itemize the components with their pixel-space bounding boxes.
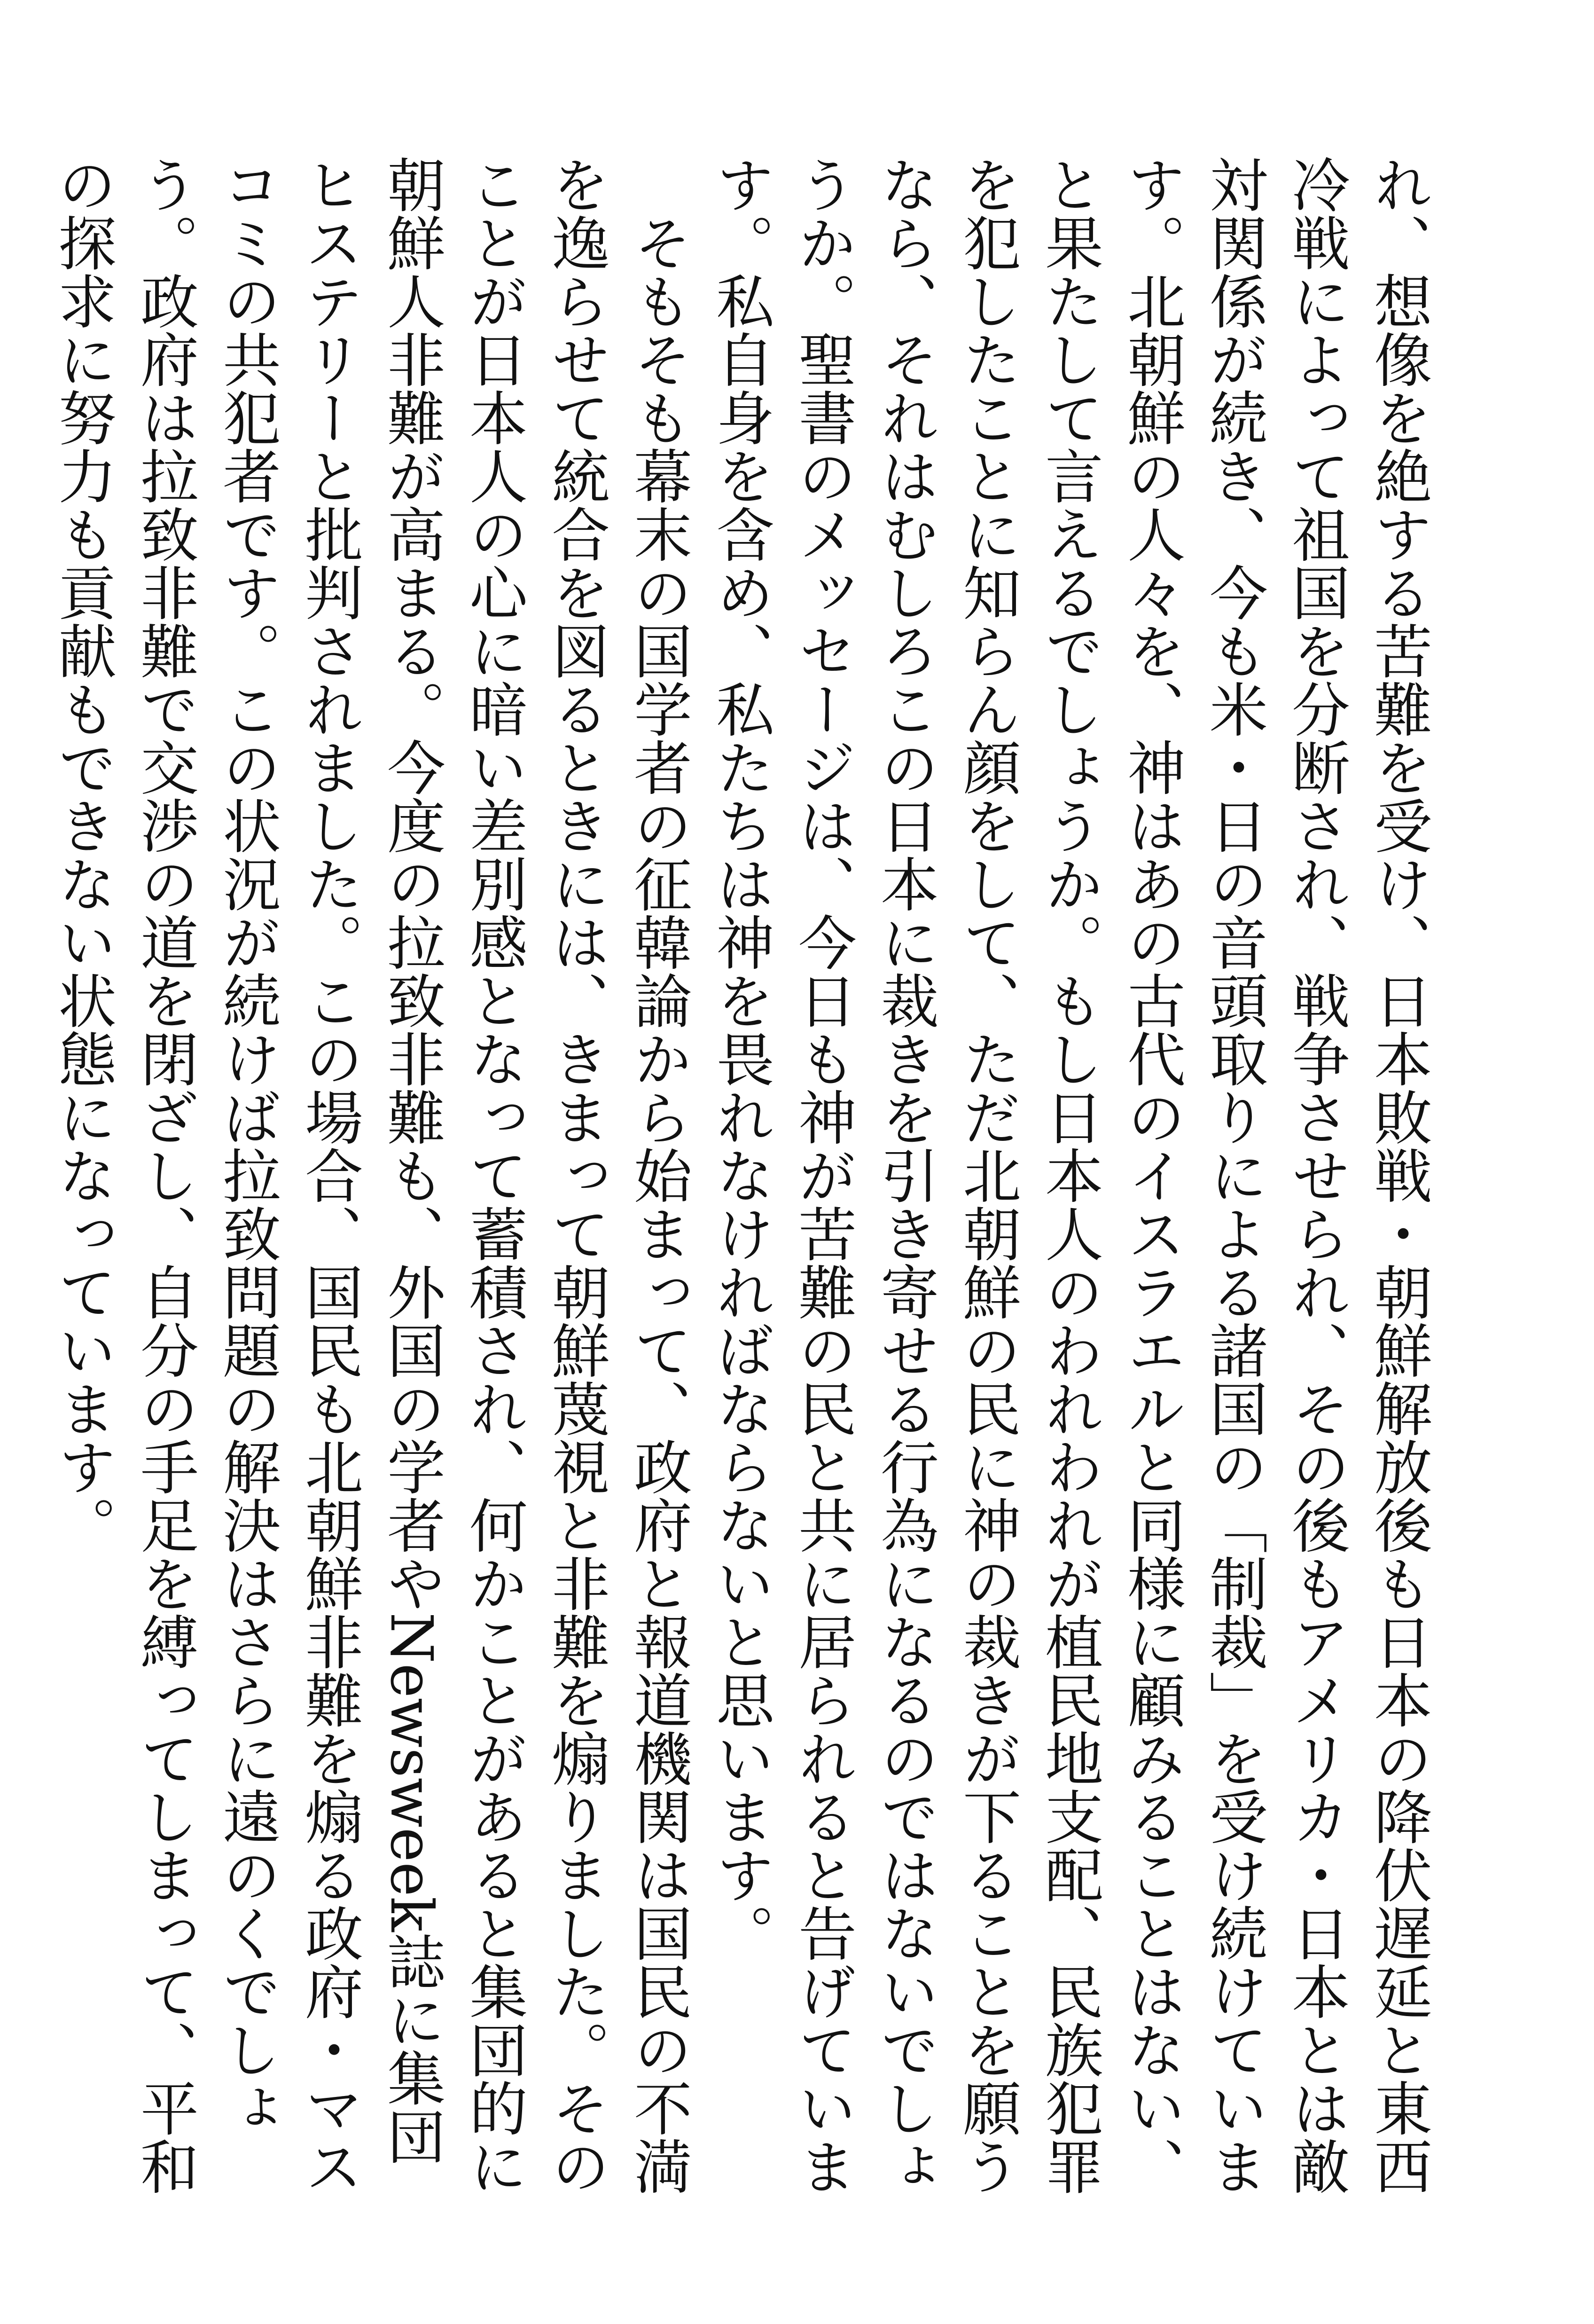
vertical-text-body <box>48 155 1439 2214</box>
paragraph-1: れ、想像を絶する苦難を受け、日本敗戦・朝鮮解放後も日本の降伏遅延と東西冷戦によって祖国を分断され、戦争させられ、その後もアメリカ・日本とは敵対関係が続き、今も米・日の音頭取りによる諸国の「制裁」を受け続けています。北朝鮮の人々を、神はあの古代のイスラエルと同様に顧みることはない、と果たして言えるでしょうか。もし日本人のわれわれが植民地支配、民族犯罪を犯したことに知らん顔をして、ただ北朝鮮の民に神の裁きが下ることを願うなら、それはむしろこの日本に裁きを引き寄せる行為になるのではないでしょうか。聖書のメッセージは、今日も神が苦難の民と共に居られると告げています。私自身を含め、私たちは神を畏れなければならないと思います。 <box>706 155 1432 2195</box>
paragraph-2: そもそも幕末の国学者の征韓論から始まって、政府と報道機関は国民の不満を逸らせて統合を図るときには、きまって朝鮮蔑視と非難を煽りました。そのことが日本人の心に暗い差別感となって蓄積され、何かことがあると集団的に朝鮮人非難が高まる。今度の拉致非難も、外国の学者やNewsweek誌に集団ヒステリーと批判されました。この場合、国民も北朝鮮非難を煽る政府・マスコミの共犯者です。この状況が続けば拉致問題の解決はさらに遠のくでしょう。政府は拉致非難で交渉の道を閉ざし、自分の手足を縛ってしまって、平和の探求に努力も貢献もできない状態になっています。 <box>48 155 692 2195</box>
